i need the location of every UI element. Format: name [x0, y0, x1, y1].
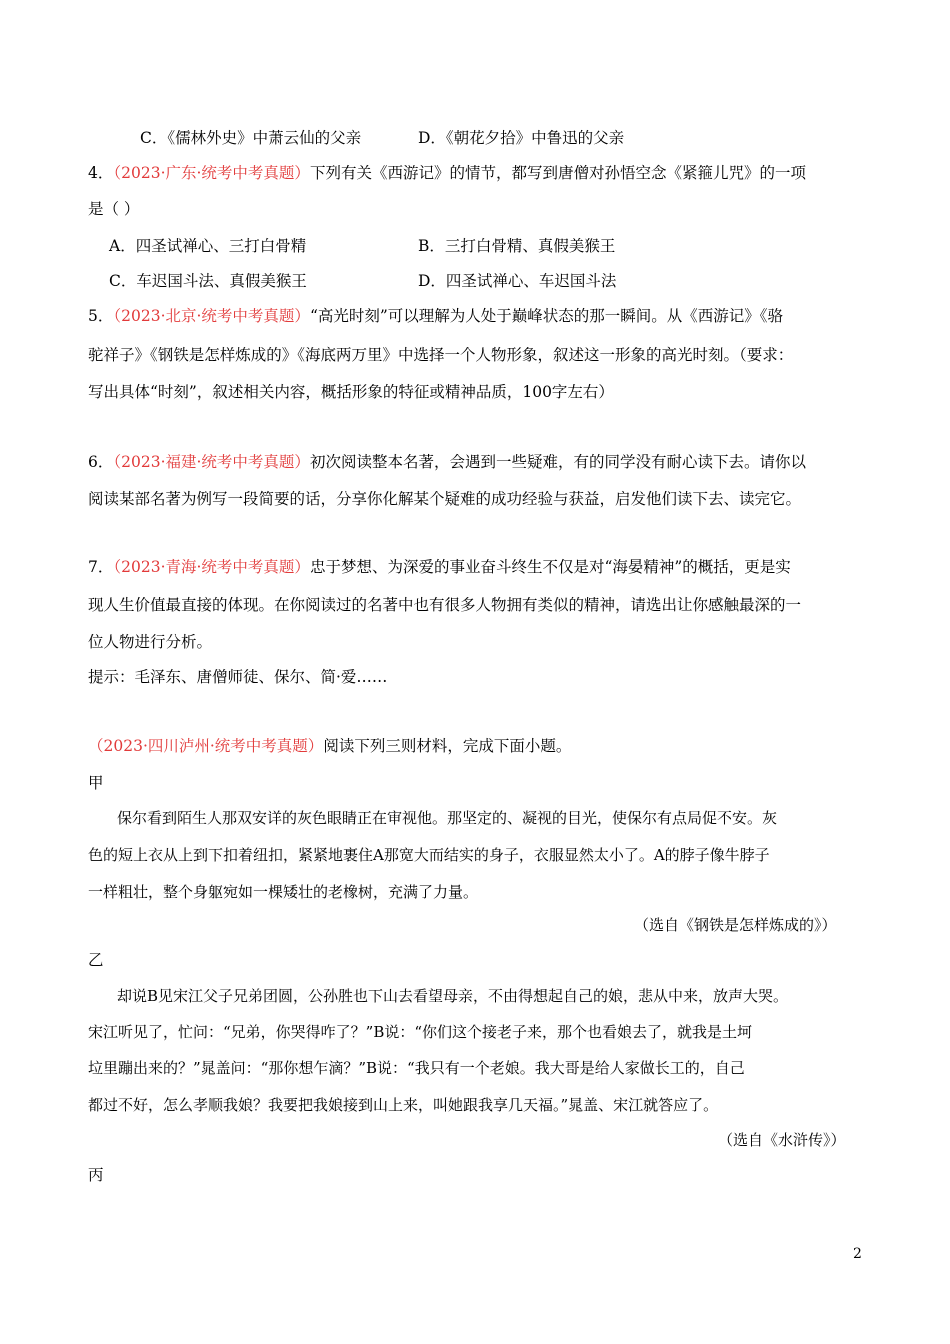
material-bing-label: 丙: [88, 1166, 104, 1184]
q4-source-tag: （2023·广东·统考中考真题）: [113, 164, 310, 182]
reading-header: [88, 736, 571, 756]
material-yi-source: （选自《水浒传》）: [718, 1131, 846, 1149]
material-yi-line-1: 却说B见宋江父子兄弟团圆，公孙胜也下山去看望母亲，不由得想起自己的娘，悲从中来，放声大哭。: [117, 987, 789, 1005]
q6-source-tag: （2023·福建·统考中考真题）: [113, 453, 310, 471]
material-yi-line-4: 都过不好，怎么孝顺我娘？我要把我娘接到山上来，叫她跟我享几天福。”晁盖、宋江就答应了。: [88, 1096, 719, 1114]
q7-stem-text: 忠于梦想、为深爱的事业奋斗终生不仅是对“海晏精神”的概括，更是实: [309, 558, 791, 576]
q5-stem-line-2: 驼祥子》《钢铁是怎样炼成的》《海底两万里》中选择一个人物形象，叙述这一形象的高光时刻。（要求：: [88, 346, 794, 364]
material-jia-label: 甲: [88, 774, 104, 792]
material-jia-line-3: 一样粗壮，整个身躯宛如一棵矮壮的老橡树，充满了力量。: [88, 883, 479, 901]
q4-option-c: C．车迟国斗法、真假美猴王: [109, 272, 307, 290]
material-jia-line-1: 保尔看到陌生人那双安详的灰色眼睛正在审视他。那坚定的、凝视的目光，使保尔有点局促不安。灰: [117, 809, 778, 827]
q5-source-tag: （2023·北京·统考中考真题）: [113, 307, 310, 325]
material-yi-line-3: 垃里蹦出来的？”晁盖问：“那你想乍滴？”B说：“我只有一个老娘。我大哥是给人家做长工的，自己: [88, 1059, 745, 1077]
q4-stem-line-1: [88, 163, 806, 183]
reading-intro: 阅读下列三则材料，完成下面小题。: [323, 737, 572, 755]
reading-source-tag: （2023·四川泸州·统考中考真题）: [88, 737, 324, 755]
q4-number: 4．: [88, 164, 114, 182]
material-jia-source: （选自《钢铁是怎样炼成的》）: [634, 916, 837, 934]
material-yi-label: 乙: [88, 951, 104, 969]
q4-option-b: B．三打白骨精、真假美猴王: [418, 237, 616, 255]
material-jia-line-2: 色的短上衣从上到下扣着纽扣，紧紧地裹住A那宽大而结实的身子，衣服显然太小了。A的脖子像牛脖子: [88, 846, 770, 864]
q6-number: 6．: [88, 453, 114, 471]
q7-source-tag: （2023·青海·统考中考真题）: [113, 558, 310, 576]
q7-stem-line-1: [88, 557, 791, 577]
q3-option-d: D．《朝花夕拾》中鲁迅的父亲: [418, 129, 625, 147]
q3-option-c: C．《儒林外史》中萧云仙的父亲: [140, 129, 362, 147]
material-yi-line-2: 宋江听见了，忙问：“兄弟，你哭得咋了？”B说：“你们这个接老子来，那个也看娘去了，就我是土坷: [88, 1023, 753, 1041]
q4-option-a: A．四圣试禅心、三打白骨精: [109, 237, 307, 255]
q5-stem-line-3: 写出具体“时刻”，叙述相关内容，概括形象的特征或精神品质，100字左右）: [88, 383, 614, 401]
q6-stem-line-1: [88, 452, 806, 472]
q4-stem-line-2: 是（ ）: [88, 200, 140, 218]
q7-stem-line-2: 现人生价值最直接的体现。在你阅读过的名著中也有很多人物拥有类似的精神，请选出让你感触最深的一: [88, 596, 802, 614]
q6-stem-line-2: 阅读某部名著为例写一段简要的话，分享你化解某个疑难的成功经验与获益，启发他们读下去、读完它。: [88, 490, 802, 508]
page-number: 2: [853, 1246, 862, 1262]
q4-option-d: D．四圣试禅心、车迟国斗法: [418, 272, 617, 290]
q4-stem-text: 下列有关《西游记》的情节，都写到唐僧对孙悟空念《紧箍儿咒》的一项: [309, 164, 806, 182]
q7-stem-line-3: 位人物进行分析。: [88, 633, 213, 651]
q5-number: 5．: [88, 307, 114, 325]
q6-stem-text: 初次阅读整本名著，会遇到一些疑难，有的同学没有耐心读下去。请你以: [309, 453, 806, 471]
q5-stem-text: “高光时刻”可以理解为人处于巅峰状态的那一瞬间。从《西游记》《骆: [309, 307, 784, 325]
q7-hint: 提示：毛泽东、唐僧师徒、保尔、简·爱……: [88, 668, 388, 686]
q7-number: 7．: [88, 558, 114, 576]
q5-stem-line-1: [88, 306, 783, 326]
